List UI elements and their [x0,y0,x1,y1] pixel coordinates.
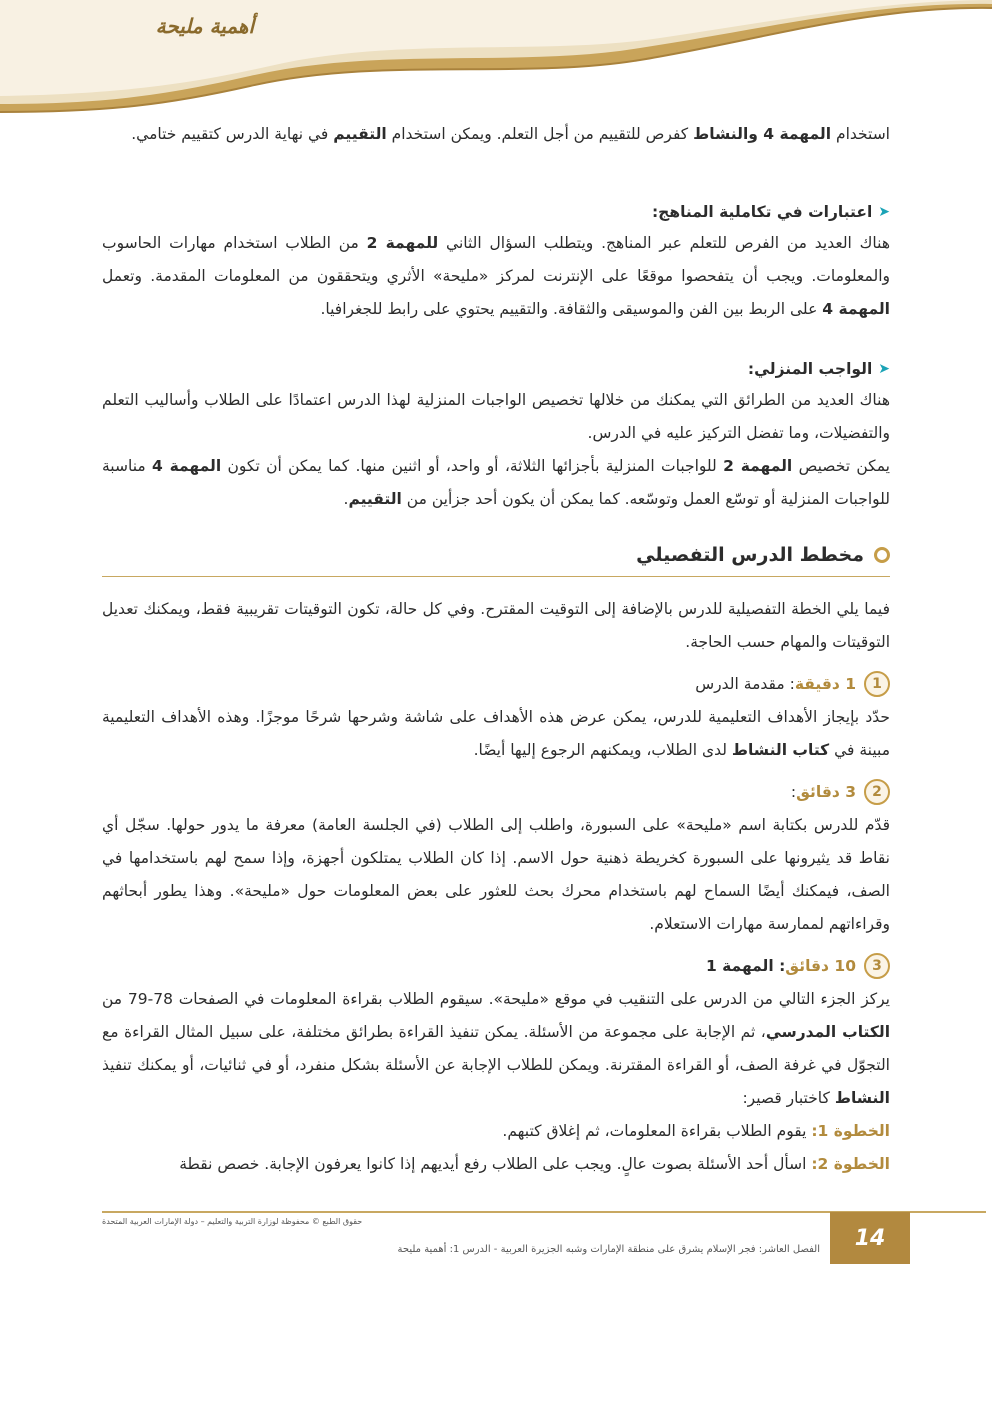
page-content [102,118,890,1181]
step-3-substep-2: الخطوة 2: اسأل أحد الأسئلة بصوت عالٍ. ويجب على الطلاب رفع أيديهم إذا كانوا يعرفون الإجابة. خصص نقطة [179,1155,890,1173]
step-number-badge: 2 [864,779,890,805]
header-title: أهمية مليحة [155,14,254,38]
homework-section [102,354,890,516]
step-number-badge: 3 [864,953,890,979]
bold-term: المهمة 4 والنشاط [693,125,832,143]
footer-copyright: حقوق الطبع © محفوظة لوزارة التربية والتعليم – دولة الإمارات العربية المتحدة [102,1217,363,1226]
section-divider [102,576,890,577]
page-header [0,0,992,120]
homework-paragraph-2: يمكن تخصيص المهمة 2 للواجبات المنزلية بأجزائها الثلاثة، أو واحد، أو اثنين منها. كما يمكن أن تكون المهمة 4 مناسبة للواجبات المنزلية أو توسّع العمل وتوسّعه. كما يمكن أن يكون أحد جزأين من التقييم. [102,457,890,508]
bold-term: التقييم [333,125,387,143]
arrow-bullet-icon: ➤ [878,361,890,377]
step-1-paragraph: حدّد بإيجاز الأهداف التعليمية للدرس، يمكن عرض هذه الأهداف على شاشة وشرحها شرحًا موجزًا. وهذه الأهداف التعليمية مبينة في كتاب النشاط لدى الطلاب، ويمكنهم الرجوع إليها أيضًا. [102,708,890,759]
homework-heading: ➤ الواجب المنزلي: [102,354,890,384]
page-number: 14 [830,1212,910,1264]
lesson-plan-intro: فيما يلي الخطة التفصيلية للدرس بالإضافة إلى التوقيت المقترح. وفي كل حالة، تكون التوقيتات تقريبية فقط، ويمكنك تعديل التوقيتات والمهام حسب الحاجة. [102,600,890,651]
step-3-paragraph: يركز الجزء التالي من الدرس على التنقيب في موقع «مليحة». سيقوم الطلاب بقراءة المعلومات في الصفحات 78-79 من الكتاب المدرسي، ثم الإجابة على مجموعة من الأسئلة. يمكن تنفيذ القراءة بطرائق مختلفة، على سبيل المثال القراءة مع التجوّل في غرفة الصف، أو القراءة المقترنة. ويمكن للطلاب الإجابة عن الأسئلة بشكل منفرد، أو في ثنائيات، أو يمكنك تنفيذ النشاط كاختبار قصير: [102,990,891,1107]
step-2-heading: 2 3 دقائق: [102,777,890,807]
step-2-paragraph: قدّم للدرس بكتابة اسم «مليحة» على السبورة، واطلب إلى الطلاب (في الجلسة العامة) معرفة ما يدور حولها. سجّل أي نقاط قد يثيرونها على السبورة كخريطة ذهنية حول الاسم. إذا كان الطلاب يمتلكون أجهزة، وإذا سمح لهم باستخدامها في الصف، فيمكنك أيضًا السماح لهم باستخدام محرك بحث للعثور على بعض المعلومات حول «مليحة». وهذا يطور أبحاثهم وقراءاتهم لممارسة مهارات الاستعلام. [102,816,890,933]
integration-heading: ➤ اعتبارات في تكاملية المناهج: [102,197,890,227]
footer-chapter: الفصل العاشر: فجر الإسلام يشرق على منطقة الإمارات وشبه الجزيرة العربية - الدرس 1: أهمية مليحة [397,1244,820,1255]
integration-section [102,197,890,326]
lesson-plan-heading: مخطط الدرس التفصيلي [102,544,890,566]
step-3-substep-1: الخطوة 1: يقوم الطلاب بقراءة المعلومات، ثم إغلاق كتبهم. [502,1122,890,1140]
arrow-bullet-icon: ➤ [878,204,890,220]
step-number-badge: 1 [864,671,890,697]
step-3-heading: 3 10 دقائق: المهمة 1 [102,951,890,981]
integration-paragraph: هناك العديد من الفرص للتعلم عبر المناهج. ويتطلب السؤال الثاني للمهمة 2 من الطلاب استخدام مهارات الحاسوب والمعلومات. ويجب أن يتفحصوا موقعًا على الإنترنت لمركز «مليحة» الأثري ويتحققون من المعلومات المقدمة. وتعمل المهمة 4 على الربط بين الفن والموسيقى والثقافة. والتقييم يحتوي على رابط للجغرافيا. [102,234,890,318]
intro-paragraph: استخدام المهمة 4 والنشاط كفرص للتقييم من أجل التعلم. ويمكن استخدام التقييم في نهاية الدرس كتقييم ختامي. [131,125,890,143]
ring-bullet-icon [874,547,890,563]
homework-paragraph-1: هناك العديد من الطرائق التي يمكنك من خلالها تخصيص الواجبات المنزلية لهذا الدرس اعتمادًا على الطلاب وأساليب التعلم والتفضيلات، وما تفضل التركيز عليه في الدرس. [102,391,890,442]
step-1-heading: 1 1 دقيقة: مقدمة الدرس [102,669,890,699]
